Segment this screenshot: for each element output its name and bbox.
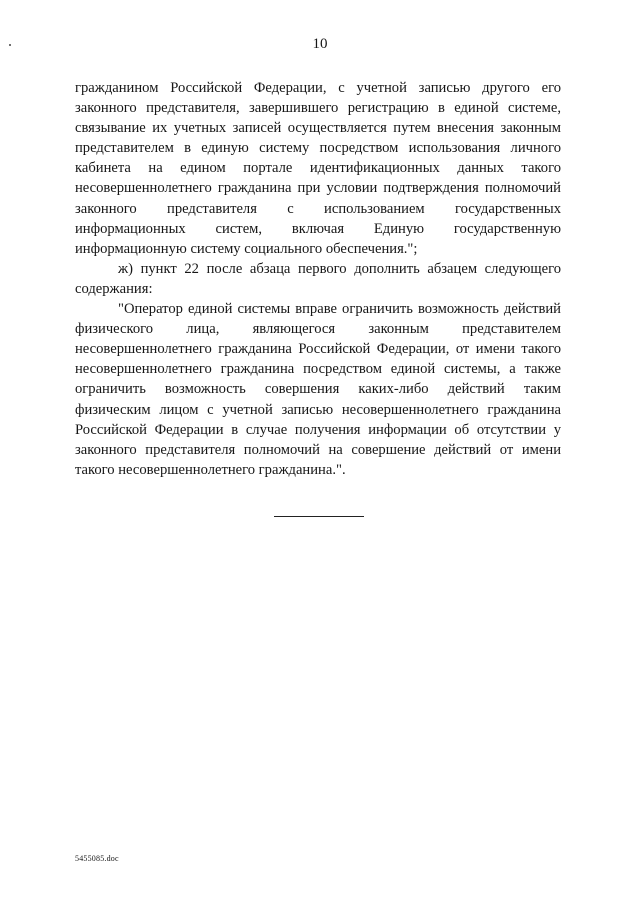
document-body	[75, 78, 561, 480]
page-number: 10	[312, 36, 328, 52]
end-separator-line	[274, 516, 364, 517]
paragraph-quoted-text: "Оператор единой системы вправе ограничить возможность действий физического лица, являющегося законным представителем несовершеннолетнего гражданина Российской Федерации, от имени такого несовершеннолетнего гражданина посредством единой системы, а также ограничить возможность совершения каких-либо действий таким физическим лицом с учетной записью несовершеннолетнего гражданина Российской Федерации в случае получения информации об отсутствии у законного представителя полномочий на совершение действий от имени такого несовершеннолетнего гражданина.".	[75, 301, 561, 478]
footer-file-name: 5455085.doc	[75, 854, 119, 863]
paragraph-continuation: гражданином Российской Федерации, с учетной записью другого его законного представителя, завершившего регистрацию в единой системе, связывание их учетных записей осуществляется путем внесения законным представителем в единую систему посредством использования личного кабинета на едином портале идентификационных данных такого несовершеннолетнего гражданина при условии подтверждения полномочий законного представителя с использованием государственных информационных систем, включая Единую государственную информационную систему социального обеспечения.";	[75, 80, 561, 257]
paragraph-amendment-item: ж) пункт 22 после абзаца первого дополнить абзацем следующего содержания:	[75, 260, 561, 297]
